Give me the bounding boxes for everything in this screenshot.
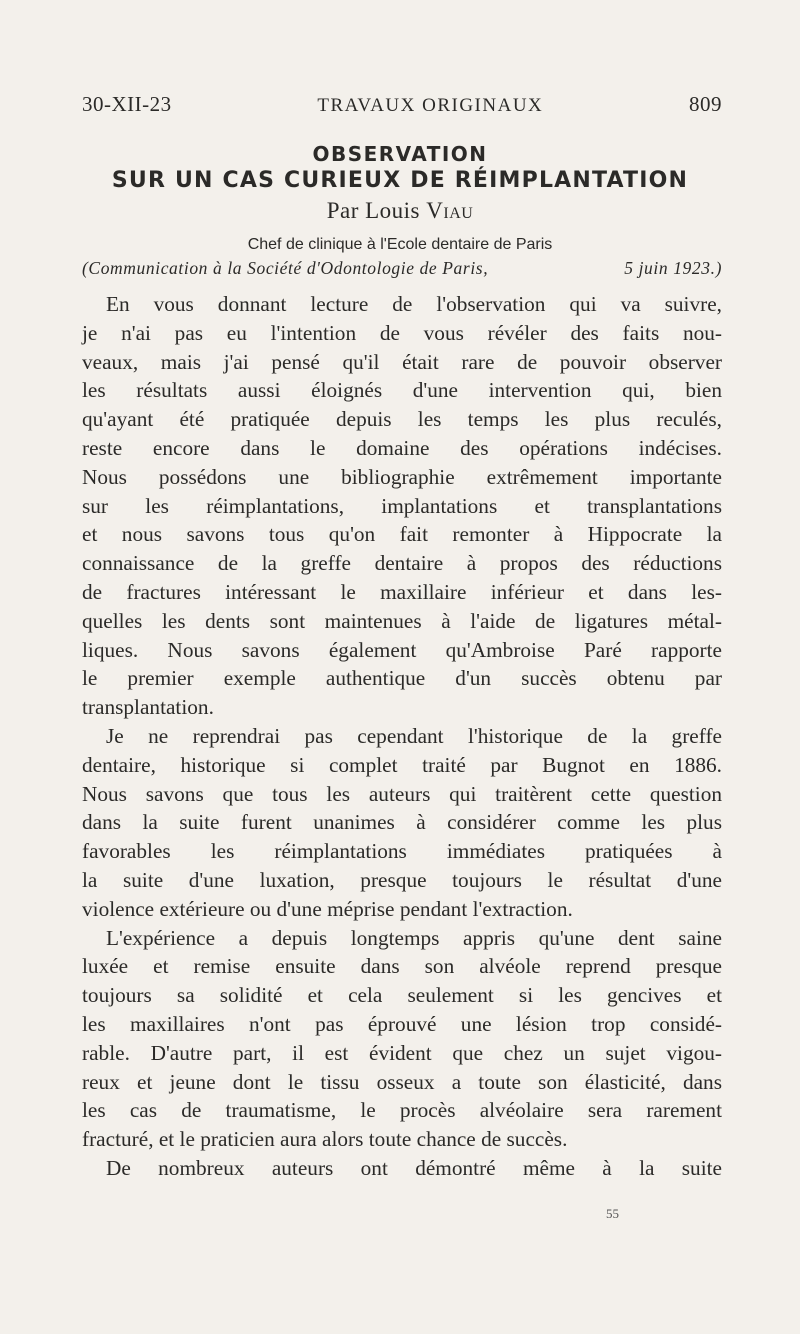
body-line: luxée et remise ensuite dans son alvéole reprend presque [82,954,722,979]
body-line: dentaire, historique si complet traité par Bugnot en 1886. [82,752,722,777]
body-line: les cas de traumatisme, le procès alvéolaire sera rarement [82,1098,722,1123]
page-number: 809 [689,92,722,116]
body-line: reste encore dans le domaine des opérations indécises. [82,435,722,460]
article-title-line1: OBSERVATION [312,142,488,166]
body-line: fracturé, et le praticien aura alors toute chance de succès. [82,1127,568,1152]
body-line: toujours sa solidité et cela seulement si les gencives et [82,983,722,1008]
body-line: violence extérieure ou d'une méprise pendant l'extraction. [82,896,573,921]
body-line: De nombreux auteurs ont démontré même à la suite [106,1155,722,1180]
body-line: dans la suite furent unanimes à considérer comme les plus [82,810,722,835]
signature-mark: 55 [606,1206,619,1221]
body-line: et nous savons tous qu'on fait remonter à Hippocrate la [82,522,722,547]
article-title-line2: SUR UN CAS CURIEUX DE RÉIMPLANTATION [111,168,689,193]
body-line: les résultats aussi éloignés d'une intervention qui, bien [82,378,722,403]
header-section: TRAVAUX ORIGINAUX [317,95,544,116]
author-prefix: Par Louis [326,198,427,223]
body-line: les maxillaires n'ont pas éprouvé une lésion trop considé- [82,1011,722,1036]
body-line: de fractures intéressant le maxillaire inférieur et dans les- [82,579,722,604]
body-line: sur les réimplantations, implantations et transplantations [82,493,722,518]
body-line: liques. Nous savons également qu'Ambroise Paré rapporte [82,637,722,662]
body-line: rable. D'autre part, il est évident que chez un sujet vigou- [82,1040,722,1065]
body-line: connaissance de la greffe dentaire à propos des réductions [82,551,722,576]
body-line: la suite d'une luxation, presque toujours le résultat d'une [82,867,722,892]
body-line: quelles les dents sont maintenues à l'aide de ligatures métal- [82,608,722,633]
body-line: Je ne reprendrai pas cependant l'historique de la greffe [106,723,722,748]
author-name: Viau [426,198,474,223]
running-header [82,92,722,117]
body-line: favorables les réimplantations immédiates pratiquées à [82,839,722,864]
body-line: En vous donnant lecture de l'observation qui va suivre, [106,292,722,316]
body-line: transplantation. [82,695,214,720]
author-line [0,198,800,224]
body-line: je n'ai pas eu l'intention de vous révéler des faits nou- [82,320,722,345]
body-line: qu'ayant été pratiquée depuis les temps les plus reculés, [82,407,722,432]
body-line: veaux, mais j'ai pensé qu'il était rare de pouvoir observer [82,349,722,374]
body-line: Nous possédons une bibliographie extrêmement importante [82,464,722,489]
article-body [82,290,722,1183]
communication-left: (Communication à la Société d'Odontologie de Paris, [82,258,489,278]
body-line: Nous savons que tous les auteurs qui traitèrent cette question [82,781,722,806]
body-line: reux et jeune dont le tissu osseux a toute son élasticité, dans [82,1069,722,1094]
communication-note [82,258,722,279]
communication-date: 5 juin 1923.) [624,258,722,278]
body-line: L'expérience a depuis longtemps appris qu'une dent saine [106,925,722,950]
body-line: le premier exemple authentique d'un succès obtenu par [82,666,722,691]
header-date: 30-XII-23 [82,92,172,116]
author-affiliation: Chef de clinique à l'Ecole dentaire de Paris [247,236,553,253]
